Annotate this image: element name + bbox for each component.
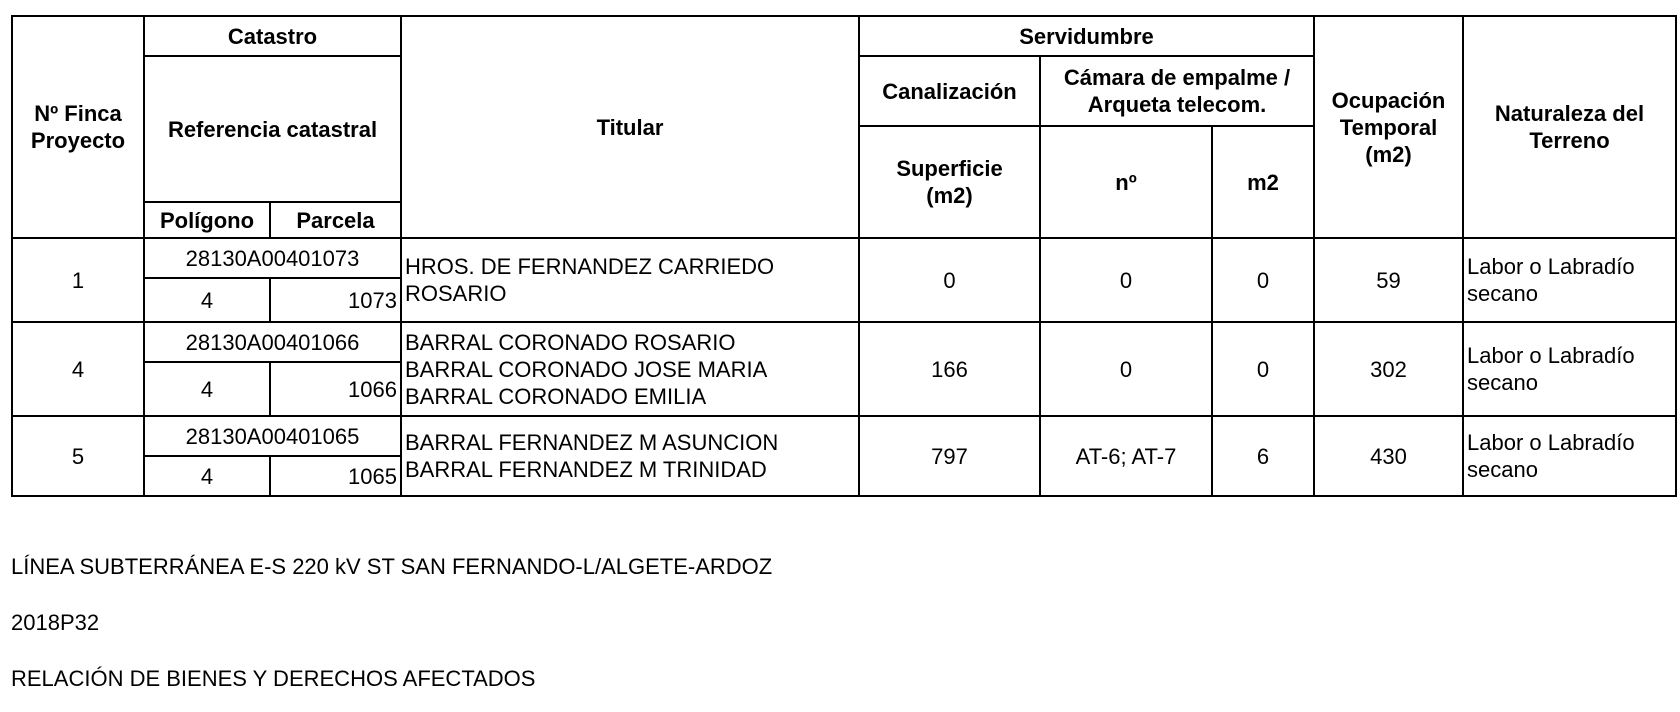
ocupacion-cell: 302 <box>1314 322 1463 416</box>
naturaleza-cell: Labor o Labradío secano <box>1463 238 1676 322</box>
project-code-text: 2018P32 <box>11 610 100 635</box>
ocupacion-cell: 59 <box>1314 238 1463 322</box>
finca-cell: 1 <box>12 238 144 322</box>
header-superficie: Superficie (m2) <box>859 126 1040 238</box>
camara-m2-cell: 0 <box>1212 238 1314 322</box>
poligono-cell: 4 <box>144 278 270 322</box>
naturaleza-cell: Labor o Labradío secano <box>1463 416 1676 496</box>
header-camara: Cámara de empalme / Arqueta telecom. <box>1040 56 1314 126</box>
referencia-cell: 28130A00401066 <box>144 322 401 362</box>
bienes-table <box>11 15 1677 497</box>
table-row <box>12 416 1676 456</box>
header-canalizacion: Canalización <box>859 56 1040 126</box>
naturaleza-cell: Labor o Labradío secano <box>1463 322 1676 416</box>
header-titular: Titular <box>401 16 859 238</box>
camara-m2-cell: 0 <box>1212 322 1314 416</box>
table-row <box>12 322 1676 362</box>
finca-cell: 4 <box>12 322 144 416</box>
line-name-text: LÍNEA SUBTERRÁNEA E-S 220 kV ST SAN FERNANDO-L/ALGETE-ARDOZ <box>11 554 773 579</box>
camara-no-cell: 0 <box>1040 238 1212 322</box>
titular-cell: HROS. DE FERNANDEZ CARRIEDO ROSARIO <box>401 238 859 322</box>
poligono-cell: 4 <box>144 456 270 496</box>
header-ocupacion: Ocupación Temporal (m2) <box>1314 16 1463 238</box>
header-servidumbre: Servidumbre <box>859 16 1314 56</box>
titular-cell: BARRAL FERNANDEZ M ASUNCION BARRAL FERNANDEZ M TRINIDAD <box>401 416 859 496</box>
header-naturaleza: Naturaleza del Terreno <box>1463 16 1676 238</box>
header-catastro: Catastro <box>144 16 401 56</box>
superficie-cell: 0 <box>859 238 1040 322</box>
camara-no-cell: AT-6; AT-7 <box>1040 416 1212 496</box>
titular-cell: BARRAL CORONADO ROSARIO BARRAL CORONADO JOSE MARIA BARRAL CORONADO EMILIA <box>401 322 859 416</box>
poligono-cell: 4 <box>144 362 270 416</box>
header-numero: nº <box>1040 126 1212 238</box>
header-finca: Nº Finca Proyecto <box>12 16 144 238</box>
header-m2: m2 <box>1212 126 1314 238</box>
ocupacion-cell: 430 <box>1314 416 1463 496</box>
document-title-text: RELACIÓN DE BIENES Y DERECHOS AFECTADOS <box>11 666 536 691</box>
superficie-cell: 166 <box>859 322 1040 416</box>
header-parcela: Parcela <box>270 202 401 238</box>
header-poligono: Polígono <box>144 202 270 238</box>
header-row-1 <box>12 16 1676 56</box>
superficie-cell: 797 <box>859 416 1040 496</box>
camara-m2-cell: 6 <box>1212 416 1314 496</box>
referencia-cell: 28130A00401073 <box>144 238 401 278</box>
finca-cell: 5 <box>12 416 144 496</box>
camara-no-cell: 0 <box>1040 322 1212 416</box>
parcela-cell: 1065 <box>270 456 401 496</box>
table-row <box>12 238 1676 278</box>
referencia-cell: 28130A00401065 <box>144 416 401 456</box>
parcela-cell: 1066 <box>270 362 401 416</box>
header-referencia: Referencia catastral <box>144 56 401 202</box>
parcela-cell: 1073 <box>270 278 401 322</box>
